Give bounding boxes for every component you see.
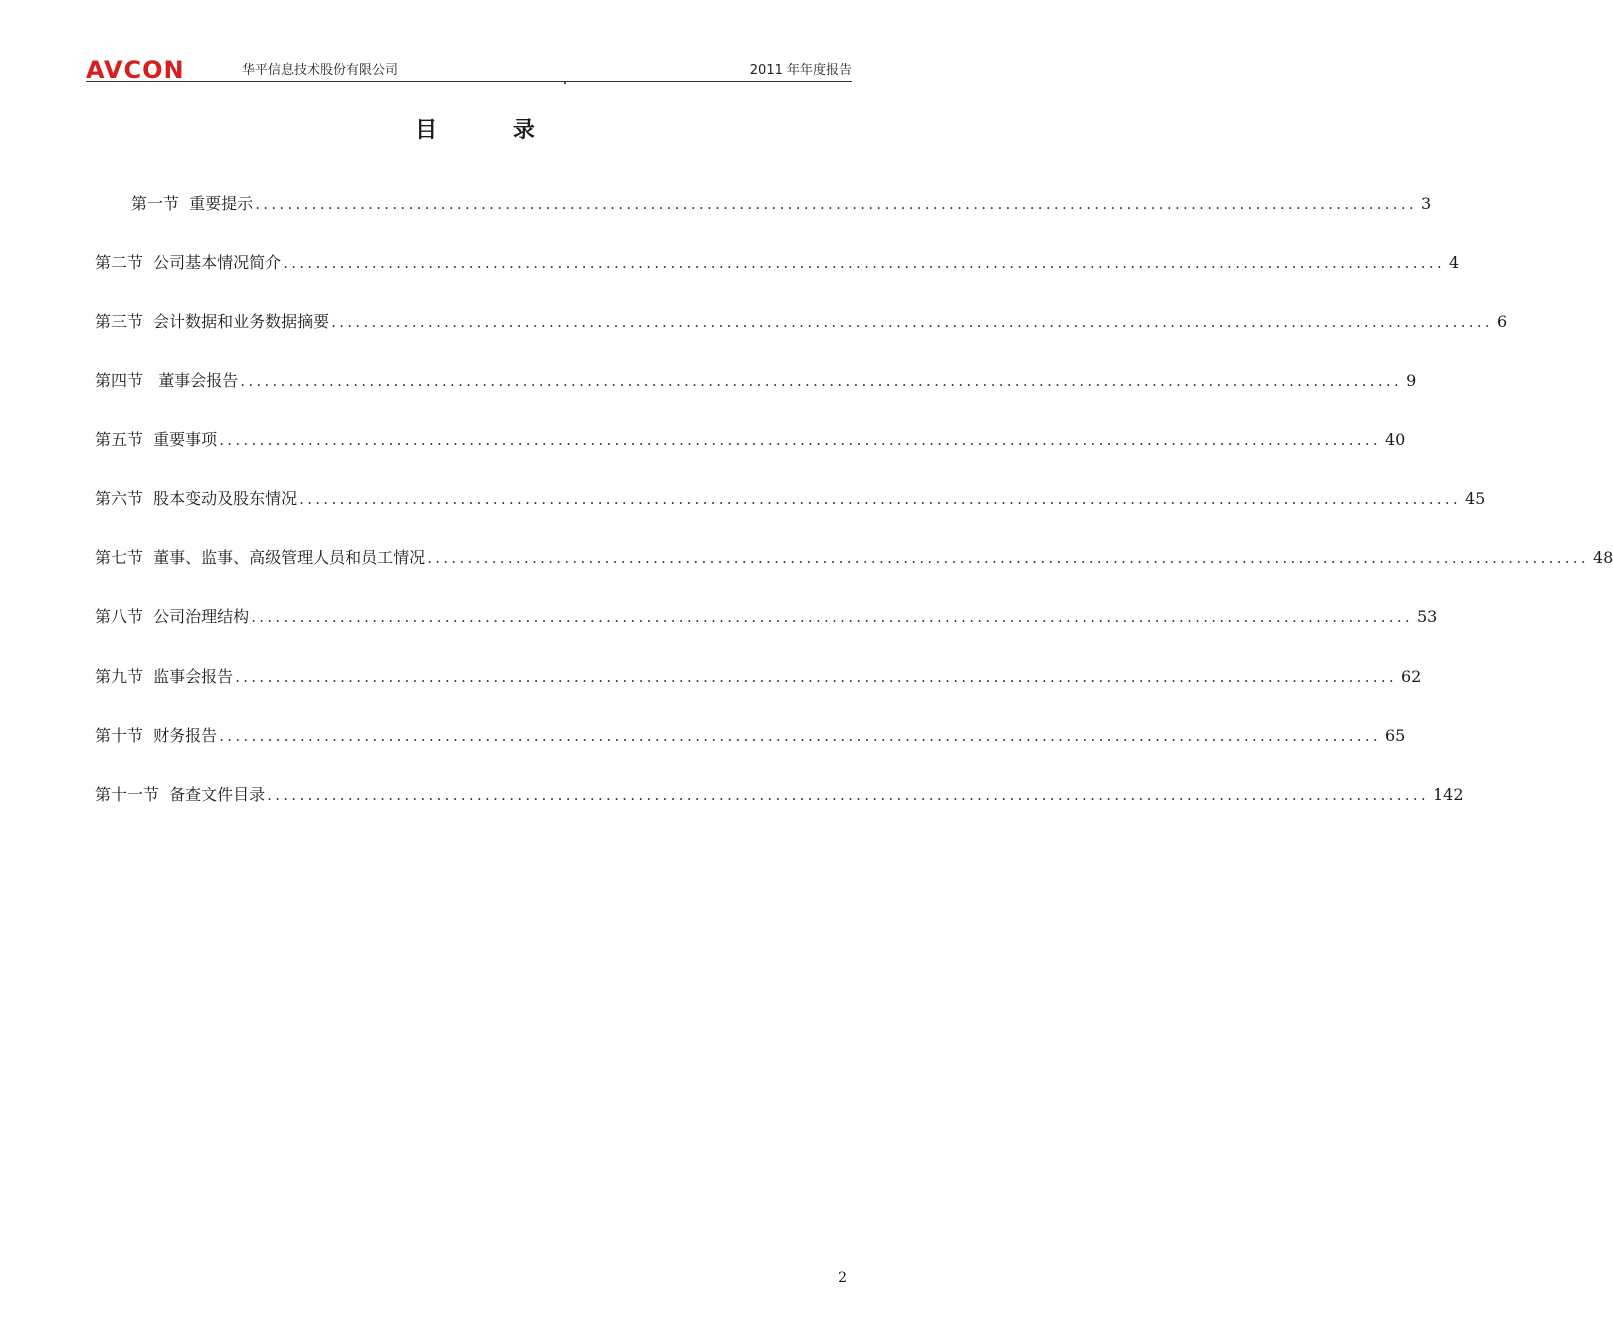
- toc-entry-page: 142: [1433, 785, 1464, 804]
- toc-entry-label: 第四节 董事会报告: [95, 371, 239, 390]
- toc-entry-page: 65: [1385, 726, 1406, 745]
- toc-dot-leader: ................................................................................................................................................: [427, 549, 1589, 567]
- toc-entry[interactable]: [95, 369, 1417, 393]
- toc-dot-leader: ................................................................................................................................................: [251, 608, 1413, 626]
- toc-entry[interactable]: [95, 783, 1464, 807]
- toc-entry[interactable]: [95, 546, 1613, 570]
- toc-entry-label: 第十节 财务报告: [95, 726, 218, 745]
- toc-dot-leader: ................................................................................................................................................: [255, 195, 1417, 213]
- toc-dot-leader: ................................................................................................................................................: [331, 313, 1493, 331]
- toc-entry-page: 9: [1406, 371, 1417, 390]
- toc-entry[interactable]: [95, 605, 1438, 629]
- toc-dot-leader: ................................................................................................................................................: [267, 786, 1429, 804]
- toc-entry-label: 第二节 公司基本情况简介: [95, 253, 282, 272]
- toc-entry[interactable]: [95, 487, 1486, 511]
- toc-entry-page: 45: [1465, 489, 1486, 508]
- toc-entry-page: 3: [1421, 194, 1432, 213]
- toc-entry-page: 4: [1449, 253, 1460, 272]
- toc-entry-label: 第三节 会计数据和业务数据摘要: [95, 312, 330, 331]
- toc-entry-label: 第六节 股本变动及股东情况: [95, 489, 298, 508]
- toc-entry[interactable]: [95, 428, 1406, 452]
- toc-entry[interactable]: [95, 665, 1422, 689]
- company-name: 华平信息技术股份有限公司: [242, 63, 399, 78]
- toc-dot-leader: ................................................................................................................................................: [219, 727, 1381, 745]
- toc-entry-page: 6: [1497, 312, 1508, 331]
- report-title: 2011 年年度报告: [749, 63, 852, 78]
- toc-entry-label: 第十一节 备查文件目录: [95, 785, 266, 804]
- toc-entry-label: 第八节 公司治理结构: [95, 607, 250, 626]
- toc-entry-label: 第一节 重要提示: [131, 194, 254, 213]
- toc-entry-page: 48: [1593, 548, 1613, 567]
- avcon-logo: AVCON: [86, 56, 185, 84]
- toc-entry[interactable]: [95, 724, 1406, 748]
- toc-entry-label: 第五节 重要事项: [95, 430, 218, 449]
- toc-entry[interactable]: [95, 310, 1508, 334]
- toc-entry[interactable]: [95, 251, 1460, 275]
- toc-dot-leader: ................................................................................................................................................: [283, 254, 1445, 272]
- toc-dot-leader: ................................................................................................................................................: [219, 431, 1381, 449]
- toc-entry[interactable]: [131, 192, 1432, 216]
- toc-entry-label: 第七节 董事、监事、高级管理人员和员工情况: [95, 548, 426, 567]
- toc-entry-page: 62: [1401, 667, 1422, 686]
- toc-dot-leader: ................................................................................................................................................: [240, 372, 1403, 390]
- toc-dot-leader: ................................................................................................................................................: [299, 490, 1461, 508]
- toc-dot-leader: ................................................................................................................................................: [235, 668, 1397, 686]
- toc-entry-page: 53: [1417, 607, 1438, 626]
- toc-entry-page: 40: [1385, 430, 1406, 449]
- toc-title: 目 录: [415, 118, 569, 143]
- page-number: 2: [838, 1270, 847, 1286]
- toc-entry-label: 第九节 监事会报告: [95, 667, 234, 686]
